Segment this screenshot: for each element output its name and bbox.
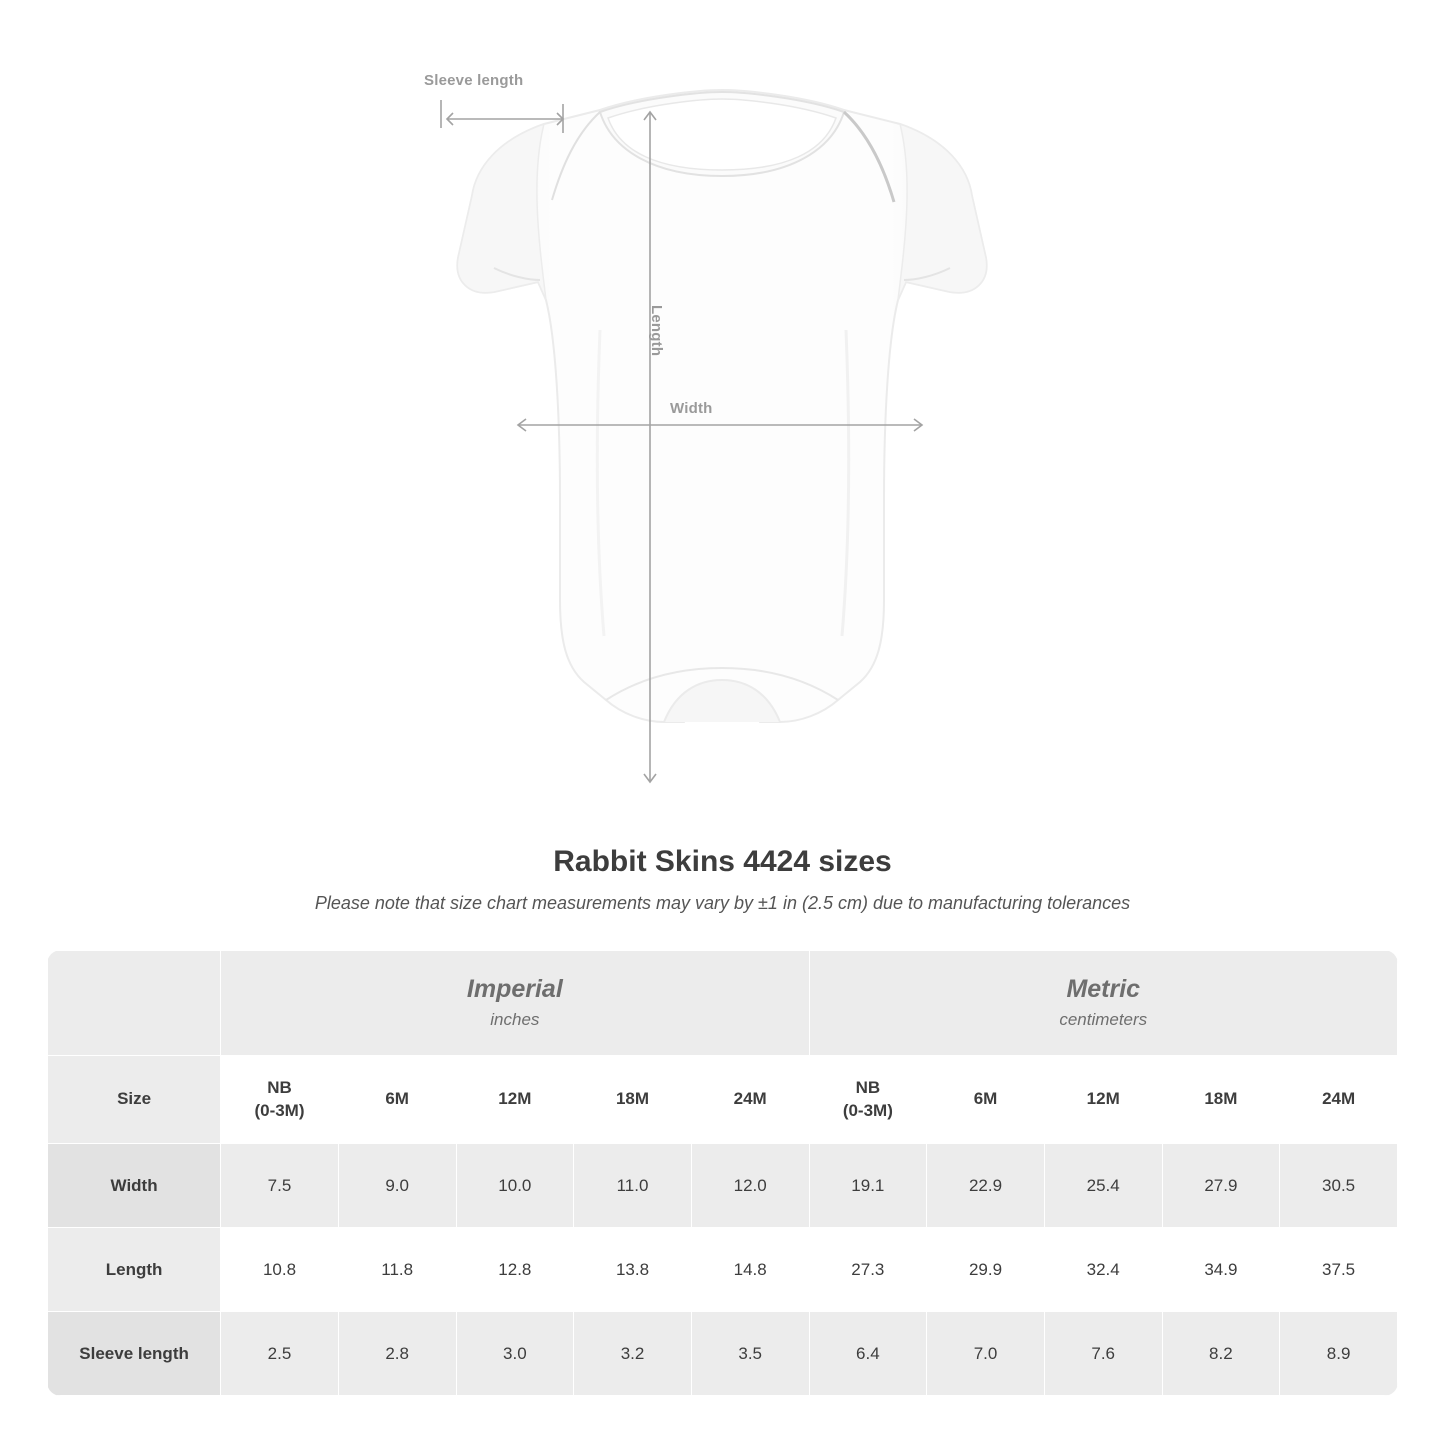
- measurement-cell: 2.5: [221, 1312, 339, 1396]
- column-header-cell: [1044, 1056, 1162, 1144]
- measurement-cell: 3.0: [456, 1312, 574, 1396]
- measurement-cell: 13.8: [574, 1228, 692, 1312]
- column-header-line1: 12M: [498, 1089, 532, 1109]
- row-label: Length: [48, 1228, 221, 1312]
- measurement-cell: 7.6: [1044, 1312, 1162, 1396]
- measurement-cell: 27.3: [809, 1228, 927, 1312]
- measurement-cell: 12.0: [691, 1144, 809, 1228]
- column-header-line1: NB: [267, 1078, 292, 1098]
- column-header-line2: (0-3M): [842, 1100, 893, 1120]
- column-header-line1: 12M: [1086, 1089, 1120, 1109]
- column-header-line1: 6M: [973, 1089, 998, 1109]
- measurement-cell: 19.1: [809, 1144, 927, 1228]
- column-header-line1: 6M: [385, 1089, 409, 1109]
- measurement-cell: 3.5: [691, 1312, 809, 1396]
- measurement-cell: 10.0: [456, 1144, 574, 1228]
- width-label: Width: [670, 400, 713, 417]
- column-header-line1: 18M: [615, 1089, 650, 1109]
- measurement-cell: 34.9: [1162, 1228, 1280, 1312]
- title-block: [0, 845, 1445, 914]
- page-title: Rabbit Skins 4424 sizes: [553, 845, 892, 878]
- column-header-line1: 18M: [1204, 1089, 1238, 1109]
- measurement-cell: 9.0: [338, 1144, 456, 1228]
- column-header-cell: [691, 1056, 809, 1144]
- column-header-cell: [1162, 1056, 1280, 1144]
- column-header-cell: [809, 1056, 927, 1144]
- measurement-cell: 7.5: [221, 1144, 339, 1228]
- unit-group-name: Imperial: [466, 975, 563, 1004]
- tolerance-note: Please note that size chart measurements may vary by ±1 in (2.5 cm) due to manufacturing tolerances: [314, 893, 1131, 913]
- measurement-cell: 29.9: [927, 1228, 1045, 1312]
- measurement-cell: 8.2: [1162, 1312, 1280, 1396]
- measurement-cell: 2.8: [338, 1312, 456, 1396]
- column-header-line2: (0-3M): [254, 1100, 305, 1120]
- row-header-label: Size: [48, 1056, 221, 1144]
- measurement-cell: 12.8: [456, 1228, 574, 1312]
- unit-group-name: Metric: [1066, 975, 1141, 1004]
- table-row: [48, 1144, 1398, 1228]
- size-chart-table: [47, 950, 1398, 1396]
- sleeve-length-label: Sleeve length: [424, 72, 524, 89]
- table-row: [48, 1228, 1398, 1312]
- length-label: Length: [648, 305, 665, 357]
- measurement-cell: 22.9: [927, 1144, 1045, 1228]
- measurement-cell: 30.5: [1280, 1144, 1398, 1228]
- measurement-cell: 10.8: [221, 1228, 339, 1312]
- table-row: [48, 1312, 1398, 1396]
- column-header-line1: 24M: [733, 1089, 767, 1109]
- measurement-cell: 25.4: [1044, 1144, 1162, 1228]
- unit-group-header: [809, 951, 1397, 1056]
- unit-group-row: [48, 951, 1398, 1056]
- unit-group-sub: centimeters: [1059, 1009, 1148, 1029]
- column-header-cell: [221, 1056, 339, 1144]
- row-label: Sleeve length: [48, 1312, 221, 1396]
- measurement-cell: 37.5: [1280, 1228, 1398, 1312]
- row-label: Width: [48, 1144, 221, 1228]
- measurement-cell: 7.0: [927, 1312, 1045, 1396]
- measurement-cell: 11.0: [574, 1144, 692, 1228]
- measurement-cell: 14.8: [691, 1228, 809, 1312]
- table-corner-cell: [48, 951, 221, 1056]
- measurement-cell: 32.4: [1044, 1228, 1162, 1312]
- column-header-cell: [338, 1056, 456, 1144]
- column-header-cell: [574, 1056, 692, 1144]
- measurement-cell: 6.4: [809, 1312, 927, 1396]
- measurement-cell: 8.9: [1280, 1312, 1398, 1396]
- measurement-cell: 3.2: [574, 1312, 692, 1396]
- column-header-cell: [927, 1056, 1045, 1144]
- column-header-cell: [1280, 1056, 1398, 1144]
- column-header-line1: 24M: [1322, 1089, 1356, 1109]
- unit-group-sub: inches: [490, 1009, 540, 1029]
- column-header-row: [48, 1056, 1398, 1144]
- measurement-cell: 11.8: [338, 1228, 456, 1312]
- measurement-cell: 27.9: [1162, 1144, 1280, 1228]
- column-header-line1: NB: [855, 1078, 881, 1098]
- column-header-cell: [456, 1056, 574, 1144]
- unit-group-header: [221, 951, 809, 1056]
